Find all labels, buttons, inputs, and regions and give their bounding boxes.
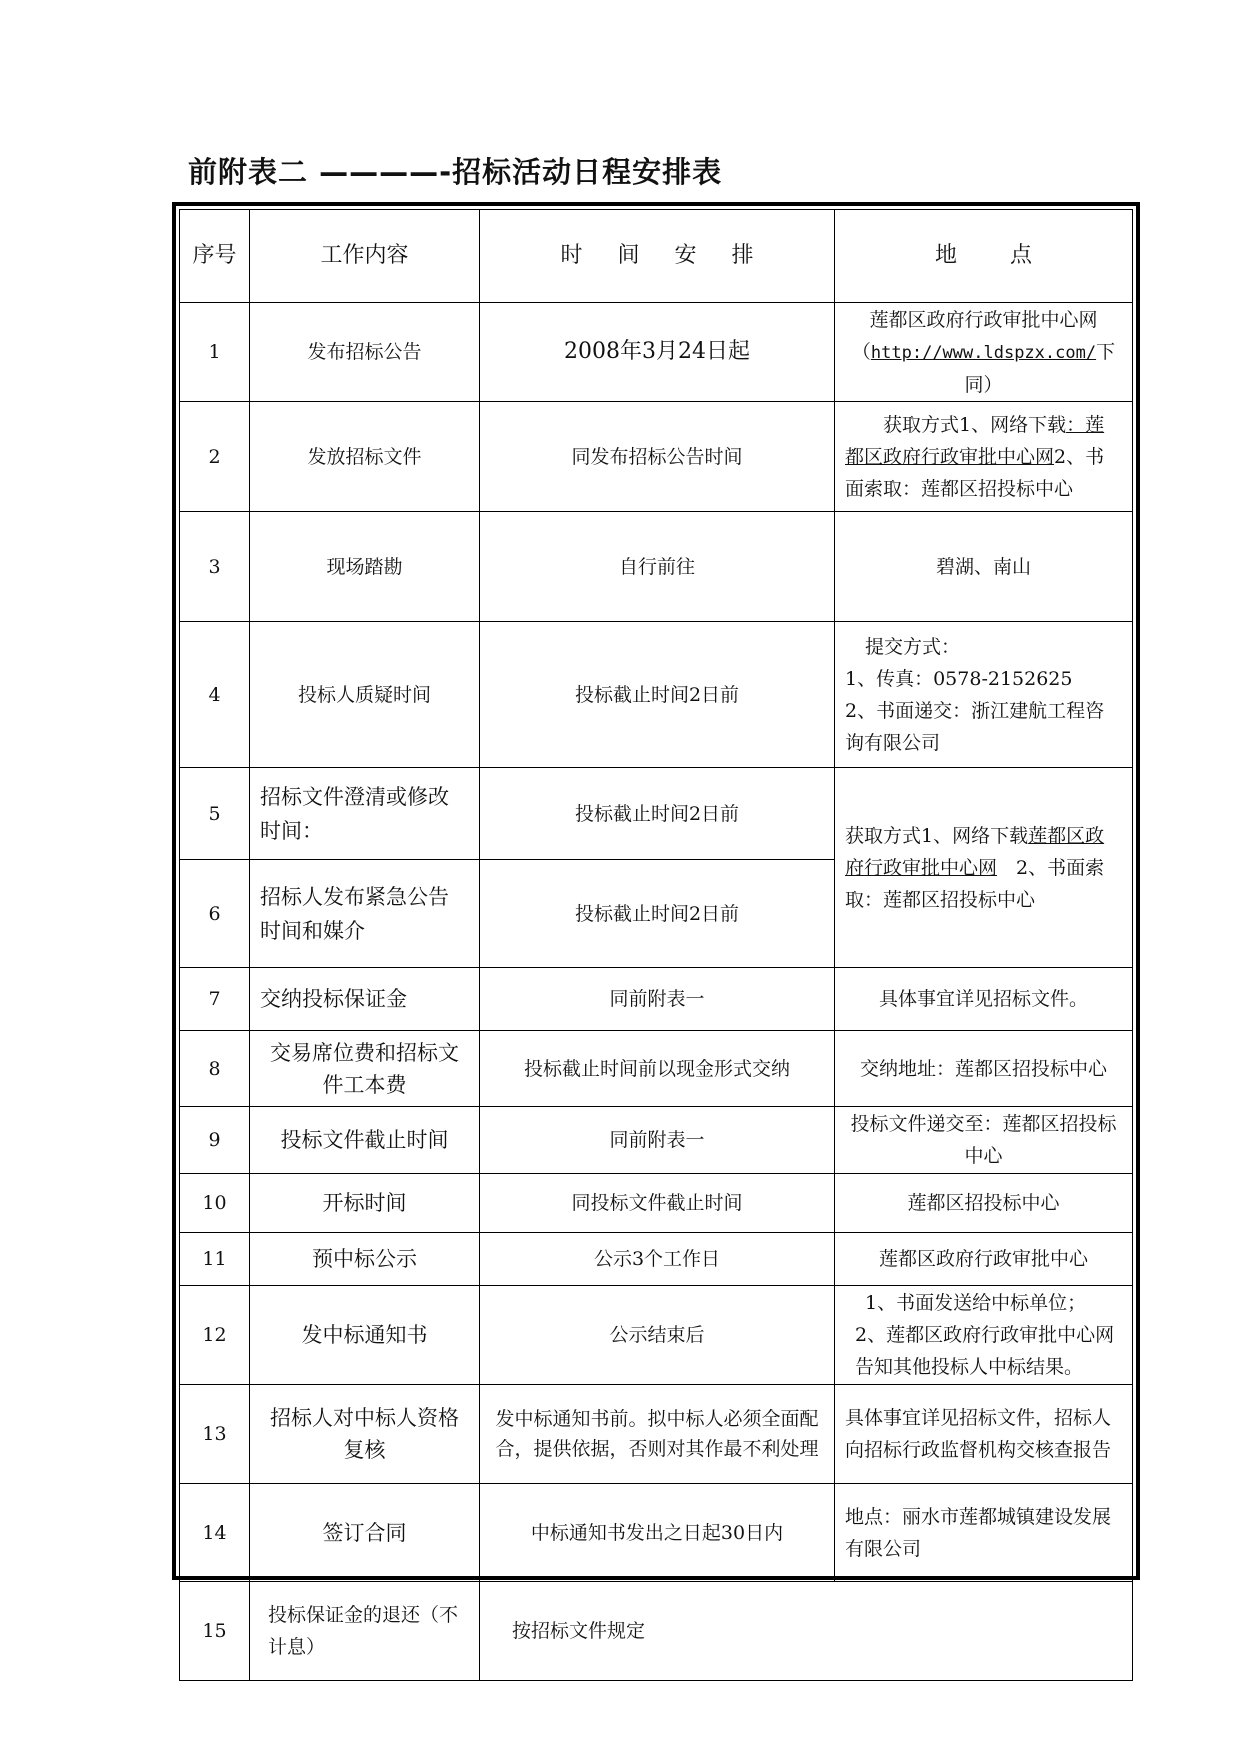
row-time: 自行前往 bbox=[480, 512, 835, 622]
row-time: 发中标通知书前。拟中标人必须全面配合，提供依据，否则对其作最不利处理 bbox=[480, 1385, 835, 1484]
table-row bbox=[180, 1484, 1133, 1582]
header-time: 时 间 安 排 bbox=[480, 210, 835, 303]
table-row bbox=[180, 1031, 1133, 1107]
row-place: 1、书面发送给中标单位； 2、莲都区政府行政审批中心网告知其他投标人中标结果。 bbox=[835, 1286, 1133, 1385]
table-row bbox=[180, 622, 1133, 768]
row-time: 投标截止时间2日前 bbox=[480, 860, 835, 968]
row-content: 发中标通知书 bbox=[250, 1286, 480, 1385]
row-place: 获取方式1、网络下载：莲都区政府行政审批中心网2、书面索取：莲都区招投标中心 bbox=[835, 402, 1133, 512]
row-content: 交易席位费和招标文件工本费 bbox=[250, 1031, 480, 1107]
row-number: 7 bbox=[180, 968, 250, 1031]
row-place: 莲都区招投标中心 bbox=[835, 1174, 1133, 1233]
row-content: 投标保证金的退还（不计息） bbox=[250, 1582, 480, 1681]
table-row bbox=[180, 1107, 1133, 1174]
row-time: 中标通知书发出之日起30日内 bbox=[480, 1484, 835, 1582]
row-number: 1 bbox=[180, 303, 250, 402]
table-row bbox=[180, 303, 1133, 402]
header-seq: 序号 bbox=[180, 210, 250, 303]
row-number: 6 bbox=[180, 860, 250, 968]
website-link[interactable]: http://www.ldspzx.com/ bbox=[870, 342, 1097, 363]
row-content: 招标人发布紧急公告时间和媒介 bbox=[250, 860, 480, 968]
table-row bbox=[180, 1385, 1133, 1484]
row-number: 2 bbox=[180, 402, 250, 512]
row-number: 14 bbox=[180, 1484, 250, 1582]
row-number: 8 bbox=[180, 1031, 250, 1107]
table-row bbox=[180, 968, 1133, 1031]
row-content: 投标文件截止时间 bbox=[250, 1107, 480, 1174]
row-number: 11 bbox=[180, 1233, 250, 1286]
row-content: 预中标公示 bbox=[250, 1233, 480, 1286]
row-place: 具体事宜详见招标文件，招标人向招标行政监督机构交核查报告 bbox=[835, 1385, 1133, 1484]
row-content: 发布招标公告 bbox=[250, 303, 480, 402]
table-header-row bbox=[180, 210, 1133, 303]
row-number: 10 bbox=[180, 1174, 250, 1233]
row-content: 招标文件澄清或修改时间： bbox=[250, 768, 480, 860]
row-number: 5 bbox=[180, 768, 250, 860]
row-time: 2008年3月24日起 bbox=[480, 303, 835, 402]
row-number: 4 bbox=[180, 622, 250, 768]
header-place: 地 点 bbox=[835, 210, 1133, 303]
table-row bbox=[180, 402, 1133, 512]
page-title: 前附表二 ————-招标活动日程安排表 bbox=[188, 155, 723, 189]
website-link[interactable]: 莲都区政府行政审批中心网 bbox=[845, 824, 1105, 879]
row-time: 公示3个工作日 bbox=[480, 1233, 835, 1286]
row-content: 投标人质疑时间 bbox=[250, 622, 480, 768]
row-content: 现场踏勘 bbox=[250, 512, 480, 622]
header-content: 工作内容 bbox=[250, 210, 480, 303]
row-content: 签订合同 bbox=[250, 1484, 480, 1582]
row-time: 同前附表一 bbox=[480, 1107, 835, 1174]
row-place: 投标文件递交至：莲都区招投标中心 bbox=[835, 1107, 1133, 1174]
row-place-merged: 获取方式1、网络下载莲都区政府行政审批中心网 2、书面索取：莲都区招投标中心 bbox=[835, 768, 1133, 968]
website-link[interactable]: ：莲都区政府行政审批中心网 bbox=[845, 413, 1105, 468]
table-row bbox=[180, 768, 1133, 860]
row-place: 碧湖、南山 bbox=[835, 512, 1133, 622]
row-time: 按招标文件规定 bbox=[480, 1582, 1133, 1681]
row-number: 15 bbox=[180, 1582, 250, 1681]
row-time: 投标截止时间2日前 bbox=[480, 768, 835, 860]
row-number: 9 bbox=[180, 1107, 250, 1174]
row-time: 同投标文件截止时间 bbox=[480, 1174, 835, 1233]
row-time: 投标截止时间2日前 bbox=[480, 622, 835, 768]
row-place: 具体事宜详见招标文件。 bbox=[835, 968, 1133, 1031]
row-time: 同发布招标公告时间 bbox=[480, 402, 835, 512]
row-time: 投标截止时间前以现金形式交纳 bbox=[480, 1031, 835, 1107]
row-content: 开标时间 bbox=[250, 1174, 480, 1233]
row-number: 3 bbox=[180, 512, 250, 622]
row-content: 交纳投标保证金 bbox=[250, 968, 480, 1031]
row-content: 招标人对中标人资格复核 bbox=[250, 1385, 480, 1484]
row-place: 交纳地址：莲都区招投标中心 bbox=[835, 1031, 1133, 1107]
table-row bbox=[180, 1233, 1133, 1286]
table-row bbox=[180, 1174, 1133, 1233]
table-row bbox=[180, 1286, 1133, 1385]
table-row bbox=[180, 512, 1133, 622]
row-place: 莲都区政府行政审批中心 bbox=[835, 1233, 1133, 1286]
schedule-table bbox=[179, 209, 1133, 1681]
row-place: 提交方式： 1、传真：0578-2152625 2、书面递交：浙江建航工程咨询有限公司 bbox=[835, 622, 1133, 768]
row-time: 同前附表一 bbox=[480, 968, 835, 1031]
row-place: 地点：丽水市莲都城镇建设发展有限公司 bbox=[835, 1484, 1133, 1582]
row-place: 莲都区政府行政审批中心网 （http://www.ldspzx.com/下同） bbox=[835, 303, 1133, 402]
table-row bbox=[180, 1582, 1133, 1681]
row-content: 发放招标文件 bbox=[250, 402, 480, 512]
row-time: 公示结束后 bbox=[480, 1286, 835, 1385]
row-number: 13 bbox=[180, 1385, 250, 1484]
row-number: 12 bbox=[180, 1286, 250, 1385]
